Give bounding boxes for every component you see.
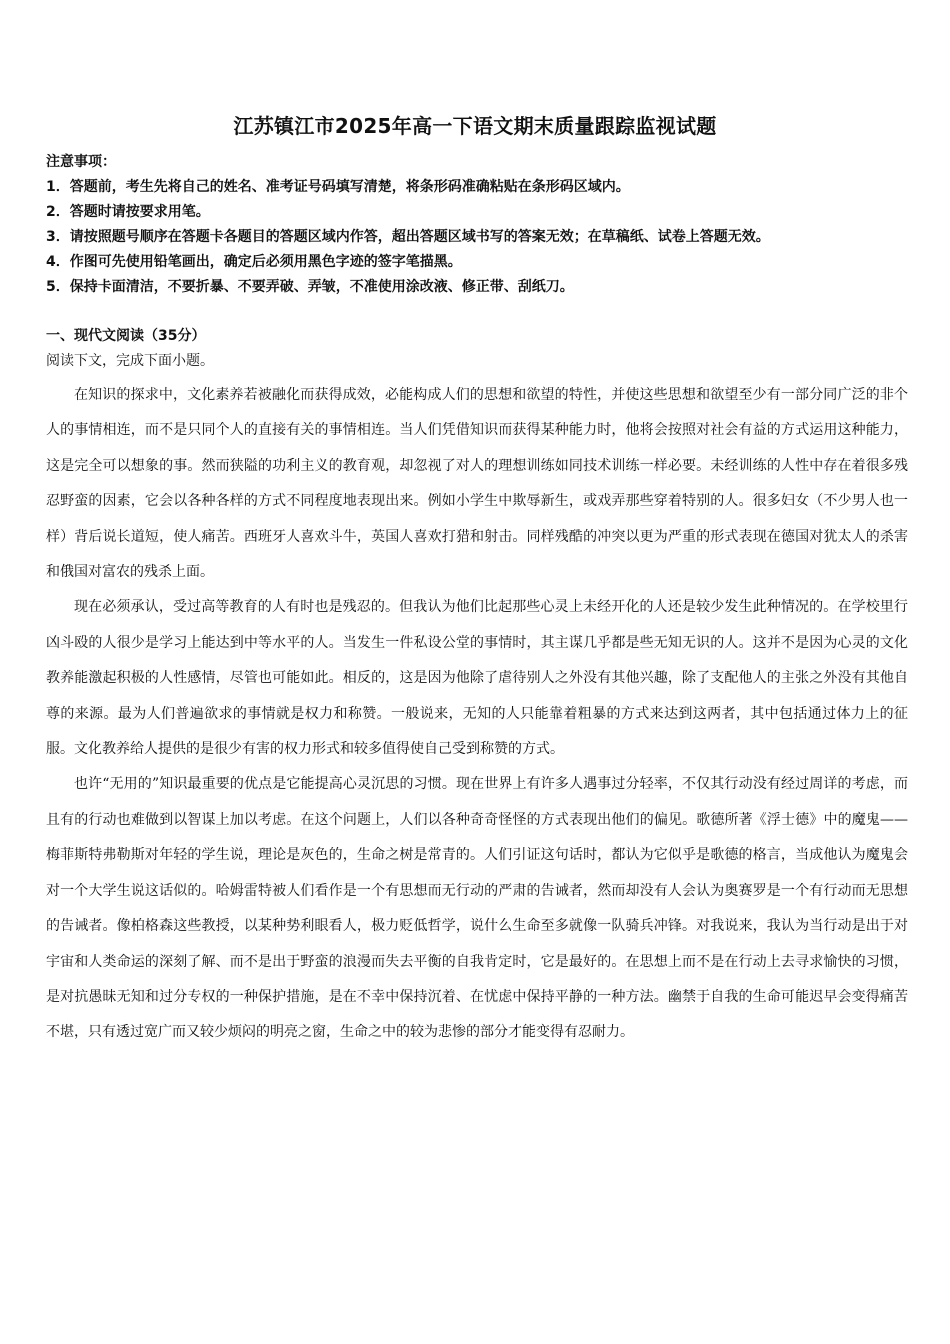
- passage-paragraph: 也许“无用的”知识最重要的优点是它能提高心灵沉思的习惯。现在世界上有许多人遇事过分轻率，不仅其行动没有经过周详的考虑，而且有的行动也难做到以智谋上加以考虑。在这个问题上，人们以各种奇奇怪怪的方式表现出他们的偏见。歌德所著《浮士德》中的魔鬼——梅菲斯特弗勒斯对年轻的学生说，理论是灰色的，生命之树是常青的。人们引证这句话时，都认为它似乎是歌德的格言，当成他认为魔鬼会对一个大学生说这话似的。哈姆雷特被人们看作是一个有思想而无行动的严肃的告诫者，然而却没有人会认为奥赛罗是一个有行动而无思想的告诫者。像柏格森这些教授，以某种势利眼看人，极力贬低哲学，说什么生命至多就像一队骑兵冲锋。对我说来，我认为当行动是出于对宇宙和人类命运的深刻了解、而不是出于野蛮的浪漫而失去平衡的自我肯定时，它是最好的。在思想上而不是在行动上去寻求愉快的习惯，是对抗愚昧无知和过分专权的一种保护措施，是在不幸中保持沉着、在忧虑中保持平静的一种方法。幽禁于自我的生命可能迟早会变得痛苦不堪，只有透过宽广而又较少烦闷的明亮之窗，生命之中的较为悲惨的部分才能变得有忍耐力。: [46, 776, 908, 1041]
- section-heading: 一、现代文阅读（35分）: [46, 328, 206, 344]
- section-instruction: 阅读下文，完成下面小题。: [46, 353, 214, 369]
- notice-item: 1．答题前，考生先将自己的姓名、准考证号码填写清楚，将条形码准确粘贴在条形码区域内。: [46, 179, 630, 195]
- notice-item: 4．作图可先使用铅笔画出，确定后必须用黑色字迹的签字笔描黑。: [46, 254, 462, 270]
- notice-item: 2．答题时请按要求用笔。: [46, 204, 210, 220]
- document-title: 江苏镇江市2025年高一下语文期末质量跟踪监视试题: [233, 114, 717, 138]
- notice-item: 5．保持卡面清洁，不要折暴、不要弄破、弄皱，不准使用涂改液、修正带、刮纸刀。: [46, 279, 574, 295]
- notice-heading: 注意事项：: [46, 154, 116, 170]
- passage-paragraph: 现在必须承认，受过高等教育的人有时也是残忍的。但我认为他们比起那些心灵上未经开化的人还是较少发生此种情况的。在学校里行凶斗殴的人很少是学习上能达到中等水平的人。当发生一件私设公堂的事情时，其主谋几乎都是些无知无识的人。这并不是因为心灵的文化教养能激起积极的人性感情，尽管也可能如此。相反的，这是因为他除了虐待别人之外没有其他兴趣，除了支配他人的主张之外没有其他自尊的来源。最为人们普遍欲求的事情就是权力和称赞。一般说来，无知的人只能靠着粗暴的方式来达到这两者，其中包括通过体力上的征服。文化教养给人提供的是很少有害的权力形式和较多值得使自己受到称赞的方式。: [46, 599, 908, 758]
- notice-block: [46, 150, 916, 300]
- passage-paragraph: 在知识的探求中，文化素养若被融化而获得成效，必能构成人们的思想和欲望的特性，并使这些思想和欲望至少有一部分同广泛的非个人的事情相连，而不是只同个人的直接有关的事情相连。当人们凭借知识而获得某种能力时，他将会按照对社会有益的方式运用这种能力，这是完全可以想象的事。然而狭隘的功利主义的教育观，却忽视了对人的理想训练如同技术训练一样必要。未经训练的人性中存在着很多残忍野蛮的因素，它会以各种各样的方式不同程度地表现出来。例如小学生中欺辱新生，或戏弄那些穿着特别的人。很多妇女（不少男人也一样）背后说长道短，使人痛苦。西班牙人喜欢斗牛，英国人喜欢打猎和射击。同样残酷的冲突以更为严重的形式表现在德国对犹太人的杀害和俄国对富农的残杀上面。: [46, 387, 908, 581]
- reading-passage: [46, 378, 908, 1051]
- notice-item: 3．请按照题号顺序在答题卡各题目的答题区域内作答，超出答题区域书写的答案无效；在草稿纸、试卷上答题无效。: [46, 229, 770, 245]
